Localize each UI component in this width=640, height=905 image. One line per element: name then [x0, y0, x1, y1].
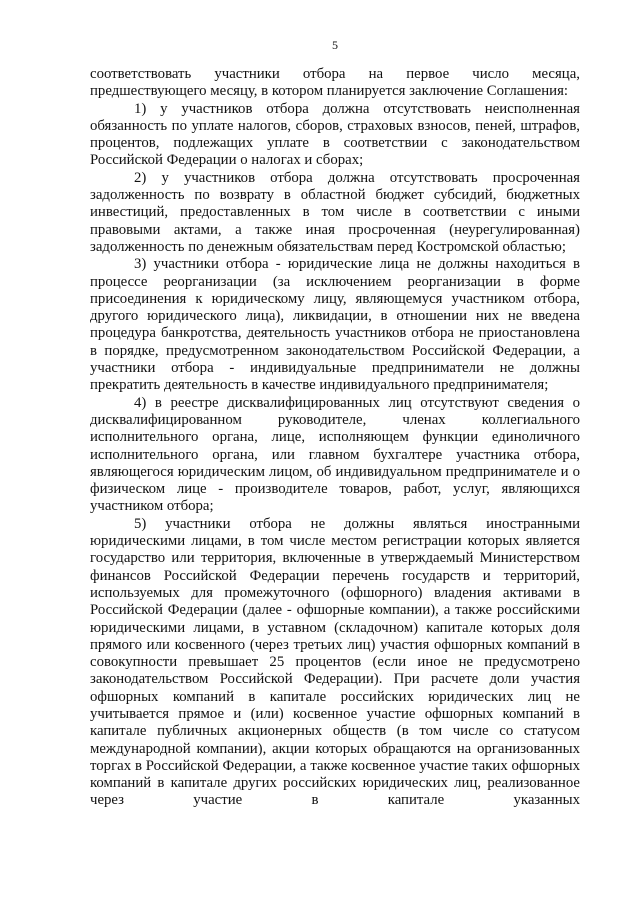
document-body	[90, 66, 580, 810]
paragraph-intro-continuation: соответствовать участники отбора на первое число месяца, предшествующего месяцу, в котором планируется заключение Соглашения:	[90, 66, 580, 100]
page-number: 5	[332, 38, 338, 52]
paragraph-item-5: 5) участники отбора не должны являться иностранными юридическими лицами, в том числе местом регистрации которых является государство или территория, включенные в утверждаемый Министерством финансов Российской Федерации перечень государств и территорий, используемых для промежуточного (офшорного) владения активами в Российской Федерации (далее - офшорные компании), а также российскими юридическими лицами, в уставном (складочном) капитале которых доля прямого или косвенного (через третьих лиц) участия офшорных компаний в совокупности превышает 25 процентов (если иное не предусмотрено законодательством Российской Федерации). При расчете доли участия офшорных компаний в капитале российских юридических лиц не учитывается прямое и (или) косвенное участие офшорных компаний в капитале публичных акционерных обществ (в том числе со статусом международной компании), акции которых обращаются на организованных торгах в Российской Федерации, а также косвенное участие таких офшорных компаний в капитале других российских юридических лиц, реализованное через участие в капитале указанных	[90, 515, 580, 809]
paragraph-item-4: 4) в реестре дисквалифицированных лиц отсутствуют сведения о дисквалифицированном руководителе, членах коллегиального исполнительного органа, лице, исполняющем функции единоличного исполнительного органа, или главном бухгалтере участника отбора, являющегося юридическим лицом, об индивидуальном предпринимателе и о физическом лице - производителе товаров, работ, услуг, являющихся участником отбора;	[90, 394, 580, 515]
paragraph-item-1: 1) у участников отбора должна отсутствовать неисполненная обязанность по уплате налогов, сборов, страховых взносов, пеней, штрафов, процентов, подлежащих уплате в соответствии с законодательством Российской Федерации о налогах и сборах;	[90, 100, 580, 169]
paragraph-item-2: 2) у участников отбора должна отсутствовать просроченная задолженность по возврату в областной бюджет субсидий, бюджетных инвестиций, предоставленных в том числе в соответствии с иными правовыми актами, а также иная просроченная (неурегулированная) задолженность по денежным обязательствам перед Костромской областью;	[90, 169, 580, 255]
document-page	[90, 38, 580, 810]
paragraph-item-3: 3) участники отбора - юридические лица не должны находиться в процессе реорганизации (за исключением реорганизации в форме присоединения к юридическому лицу, являющемуся участником отбора, другого юридического лица), ликвидации, в отношении них не введена процедура банкротства, деятельность участников отбора не приостановлена в порядке, предусмотренном законодательством Российской Федерации, а участники отбора - индивидуальные предприниматели не должны прекратить деятельность в качестве индивидуального предпринимателя;	[90, 256, 580, 394]
